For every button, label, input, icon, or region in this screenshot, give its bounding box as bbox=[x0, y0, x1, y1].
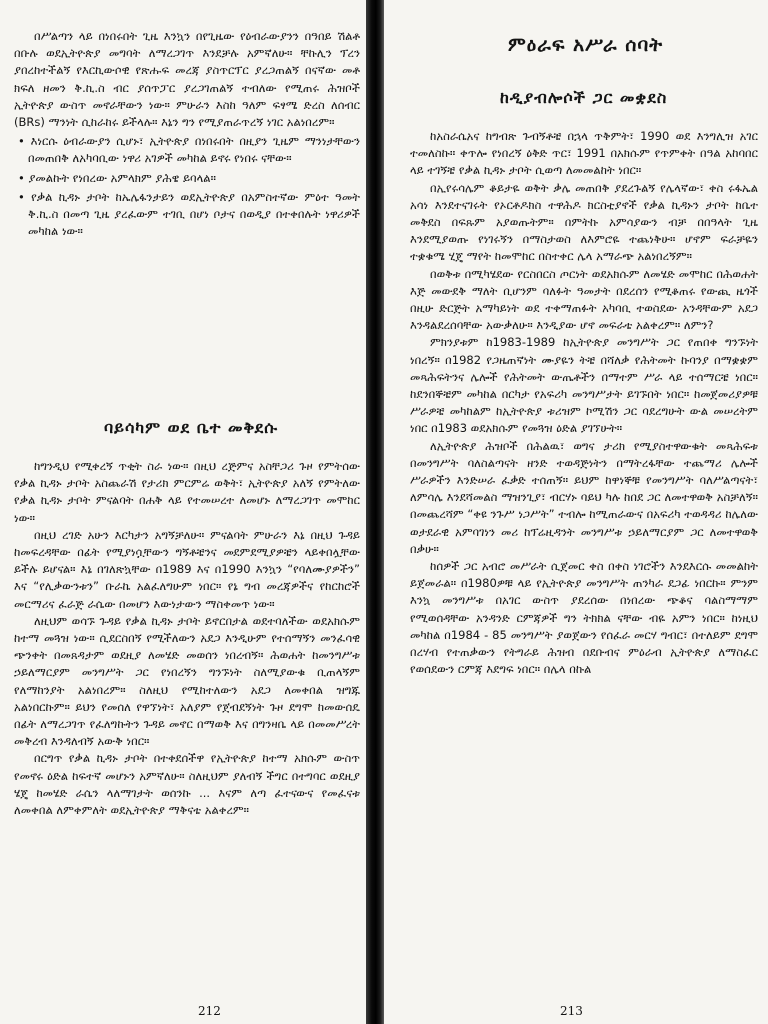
left-page-number: 212 bbox=[198, 1004, 221, 1018]
right-page-number: 213 bbox=[560, 1004, 583, 1018]
left-page bbox=[0, 0, 366, 1024]
left-text-bottom bbox=[14, 458, 360, 1006]
right-paragraph-4: ምክንያቱም ከ1983-1989 ከኢትዮጵያ መንግሥት ጋር የጠበቀ ግንኙነት ነበረኝ። በ1982 የጋዜጠኛነት ሙያዬን ትቼ በሻለቃ የሕትመት ኩባንያ በማቋቋም መጻሕፍትንና ሌሎች የሕትመት ውጤቶችን በማተም ሥራ ላይ ተሰማርቼ ነበር። ከደንበኞቼም መካከል በርካታ የአፍሪካ መንግሥታት ይገኙበት ነበር። ከመጀመሪያዎቹ ሥራዎቼ መካከልም ከኢትዮጵያ ቱሪዝም ኮሚሽን ጋር ባደረግሁት ውል መሠረትም ነበር በ1983 ወደአክሱም የመጓዝ ዕድል ያገኘሁት። bbox=[410, 335, 758, 436]
book-gutter bbox=[366, 0, 384, 1024]
left-bullet-3: • የቃል ኪዳኑ ታቦት ከኤሌፋንታይን ወደኢትዮጵያ በአምስተኛው ምዕተ ዓመት ቅ.ኪ.ስ በመጣ ጊዜ ያረፈውም ተገቢ በሆነ ቦታና በወዲያ በተቀበሉት ነዋሪዎች መካከል ነው። bbox=[18, 189, 360, 239]
left-paragraph-2: በዚህ ረገድ አሁን እርካታን አግኝቻለሁ። ምናልባት ምሁራን እኔ በዚህ ጉዳይ ከመፍረዳቸው በፊት የሚያነሷቸውን ግኝቶቼንና መደምደሚያዎቼን ላይቀበሏቸው ይችሉ ይሆናል። እኔ በገለጽኳቸው በ1989 እና በ1990 እንኳን “የባለሙያዎችን” እና “የሊቃውንቱን” ቡራኬ አልፈለግሁም ነበር። የኔ ግብ መረጃዎችና የከርከሮች መርማሪና ፈራጅ ራሴው በመሆን እውነታውን ማስቀመጥ ነው። bbox=[14, 527, 360, 611]
left-text-top bbox=[14, 28, 360, 378]
right-section-title: ከዲያብሎሶች ጋር መቋደስ bbox=[500, 88, 668, 107]
right-paragraph-5: ለኢትዮጵያ ሕዝቦች በሕልዉ፣ ወግና ታሪክ የሚያስተዋውቁት መጻሕፍቱ በመንግሥት ባለስልጣናት ዘንድ ተወዳጅነትን በማትረፋቸው ተጨማሪ ሌሎች ሥራዎችን እንድሠራ ፈቃድ ተሰጠኝ። ይህም ከዋነኞቹ የመንግሥት ባለሥልጣናት፣ ለምሳሌ እንደሻመልስ ማዝንጊያ፣ ብርሃኑ ባይህ ካሉ ከበደ ጋር ለመተዋወቅ አስቻለኝ። በመጨረሻም “ቀዩ ንጉሥ ነጋሥት” ተብሎ ከሚጠራውና በአፍሪካ ተወዳዳሪ ከሌለው ወታደራዊ አምባገነን መሪ ከፕሬዚዳንት መንግሥቱ ኃይለማርያም ጋር ለመተዋወቅ በቃሁ። bbox=[410, 438, 758, 556]
left-paragraph-3: ለዚህም ወሳኙ ጉዳይ የቃል ኪዳኑ ታቦት ይኖርበታል ወደተባለችው ወደአክሱም ከተማ መጓዝ ነው። ሲደርስበኝ የሚችለውን አደጋ እንዲሁም የተሰማኝን መንፈሳዊ ጭንቀት በመጸዳታም ወደዚያ ለመሄድ መወሰን ነበረብኝ። ሕወሐት ከመንግሥቱ ኃይለማርያም መንግሥት ጋር የነበረኝን ግንኙነት ስለሚያውቁ ቢጠላኝም የለማከንያት አልነበረም። ስለዚህ የሚከተለውን አደጋ ለመቀበል ዝግጁ አልነበርኩም። ይህን የመሰለ የዋኘነት፣ አለያም የጀብደኝነት ጉዞ ደግሞ ከመውሰዴ በፊት ለማረጋገጥ የፈለግኩትን ጉዳይ መኖር በማወቅ እና በግንዛቤ ላይ በመመሥረት መቅረብ እንዳለብኝ አውቅ ነበር። bbox=[14, 613, 360, 749]
chapter-title: ምዕራፍ አሥራ ሰባት bbox=[508, 34, 664, 56]
right-page bbox=[384, 0, 768, 1024]
right-paragraph-6: ከሰዎች ጋር አብሮ መሥራት ሲጀመር ቀስ በቀስ ነገሮችን እንደእርሱ መመልከት ይጀመራል። በ1980ዎቹ ላይ የኢትዮጵያ መንግሥት ጠንካራ ደጋፊ ነበርኩ። ምንም እንኳ መንግሥቱ በአገር ውስጥ ያደረሰው በነበረው ጭቆና ባልስማማም የሚወሰዳቸው አንዳንድ ርምጃዎች ግን ትክክል ናቸው ብዬ አምን ነበር። ከነዚህ መካከል በ1984 - 85 መንግሥት ያወጀውን የሰፈራ መርሃ ግብር፣ በተለይም ደግሞ በረሃብ የተጠቃውን የትግራይ ሕዝብ በደቡብና ምዕራብ ኢትዮጵያ ለማስፈር የወሰደውን ርምጃ እደግፍ ነበር። በሌላ በኩል bbox=[410, 559, 758, 677]
right-text bbox=[410, 128, 758, 1006]
left-bullet-2: • ያመልኩት የነበረው አምላክም ያሕዌ ይባላል። bbox=[18, 170, 216, 185]
right-paragraph-1: ከአስራሴአና ከግብጽ ጉብኝቶቼ በኋላ ጥቅምት፣ 1990 ወደ እንግሊዝ አገር ተመለስኩ። ቀጥሎ የነበረኝ ዕቅድ ጥር፣ 1991 በአክሱም የጥምቀት በዓል አከባበር ላይ ተገኝቼ የቃል ኪዳኑ ታቦት ሲወጣ ለመመልከት ነበር። bbox=[410, 129, 758, 178]
right-paragraph-2: በኢየሩሳሌም ቆይታዬ ወቅት ቃሌ መጠበቅ ያደረጉልኝ የሌላኛው፣ ቀስ ሩፋኤል አሳነ እንደተናገሩት የኦርቶዶክስ ተዋሕዶ ክርስቲያኖች የቃል ኪዳኑን ታቦት ከቤተ መቅደስ በፍጹም አያወጡትም። በምትኩ አምሳያውን ብቻ በበዓላት ጊዜ እንደሚያወጡ የነገሩኝን በማስታወስ ለእምሮዬ ተጨነቅሁ። ሆኖም ፍራቻዬን ተቋቁሜ ሂጄ ማየት ከመሞከር በስተቀር ሌላ አማራጭ አልነበረኝም። bbox=[410, 180, 758, 264]
left-paragraph-1: ከግንዲህ የሚቀረኝ ጥቂት ስራ ነው። በዚህ ረጅምና አስቸጋሪ ጉዞ የምትሰው የቃል ኪዳኑ ታቦት አስጨራሽ የታሪክ ምርምሬ ወቅት፣ ኢትዮጵያ አለኝ የምትለው የቃል ኪዳኑ ታቦት ምናልባት በሐቅ ላይ የተመሠረተ ለመሆኑ ለማረጋገጥ መሞከር ነው። bbox=[14, 459, 360, 525]
left-section-title: ባይሳካም ወደ ቤተ መቅደሱ bbox=[104, 418, 279, 437]
left-paragraph-4: በርግጥ የቃል ኪዳኑ ታቦት በተቀደሰችዋ የኢትዮጵያ ከተማ አክሱም ውስጥ የመኖሩ ዕድል ከፍተኛ መሆኑን አምኛለሁ። ስለዚህም ያለብኝ ችግር በተግባር ወደዚያ ሄጄ ከመሄድ ራሴን ላለማገታት ወሰንኩ ... እናም ለጣ ፈተናውና የመፈናቱ ለመቀበል ለምቀምለት ወደኢትዮጵያ ማቅናቴ አልቀረም። bbox=[14, 751, 360, 818]
left-bullet-3-text: የቃል ኪዳኑ ታቦት ከኤሌፋንታይን ወደኢትዮጵያ በአምስተኛው ምዕተ ዓመት ቅ.ኪ.ስ በመጣ ጊዜ ያረፈውም ተገቢ በሆነ ቦታና በወዲያ በተቀበሉት ነዋሪዎች መካከል ነው። bbox=[28, 189, 360, 239]
left-bullet-1: • እነርሱ ዕብራውያን ሲሆኑ፣ ኢትዮጵያ በነበሩበት በዚያን ጊዜም ማንነታቸውን በመጠበቅ ለአካባቢው ነዋሪ አገዎች መካከል ይኖሩ የነበሩ ናቸው። bbox=[18, 134, 360, 166]
left-bullet-1-text: እነርሱ ዕብራውያን ሲሆኑ፣ ኢትዮጵያ በነበሩበት በዚያን ጊዜም ማንነታቸውን በመጠበቅ ለአካባቢው ነዋሪ አገዎች መካከል ይኖሩ የነበሩ ናቸው። bbox=[28, 134, 360, 166]
left-bullet-2-text: ያመልኩት የነበረው አምላክም ያሕዌ ይባላል። bbox=[28, 170, 216, 185]
left-intro-paragraph: በሥልጣን ላይ በነበሩበት ጊዜ እንኳን በየጊዜው የዕብራውያንን በዓበይ ሽልቶ በቡሉ ወደኢትዮጵያ መግባት ለማረጋገጥ እንደቻሉ አምኛለሁ። ቸኩሊን ፕረን ያበረከተችልኝ የእርኪውሶዊ የጽሑፍ መረጃ ያስጥርፕር ያረጋጠልኝ በናኛው መቶ ክፍለ ዘመን ቅ.ኪ.ስ ብር ያሰጥፓር ያረጋገጠልኝ ተብለው የሚጠሩ ሕዝቦች ኢትዮጵያ ውስጥ መኖራቸውን ነው። ምሁራን እስከ ዓለም ፍፃሜ ድረስ ለሰብር (BRs) ማንነት ሲከራከሩ ይችላሉ። እኔን ግን የሚያጠራጥረኝ ነገር አልነበረም። bbox=[14, 29, 360, 130]
right-paragraph-3: በወቅቱ በሚካሄደው የርስበርስ ጦርነት ወደአክሱም ለመሄድ መሞከር በሕወሐት እጅ መውደቅ ማለት ቢሆንም ባለፉት ዓመታት በደረሰን የሚቆጠሩ የውጪ ዜጎች በዚሁ ድርጅት አማካይነት ወደ ተቀማጠፉት አካባቢ ተወስደው አንዳቸውም አደጋ እንዳልደረሰባቸው አውቃለሁ። እንዲያው ሆኖ መፍራቴ አልቀረም። ለምን? bbox=[410, 266, 758, 333]
